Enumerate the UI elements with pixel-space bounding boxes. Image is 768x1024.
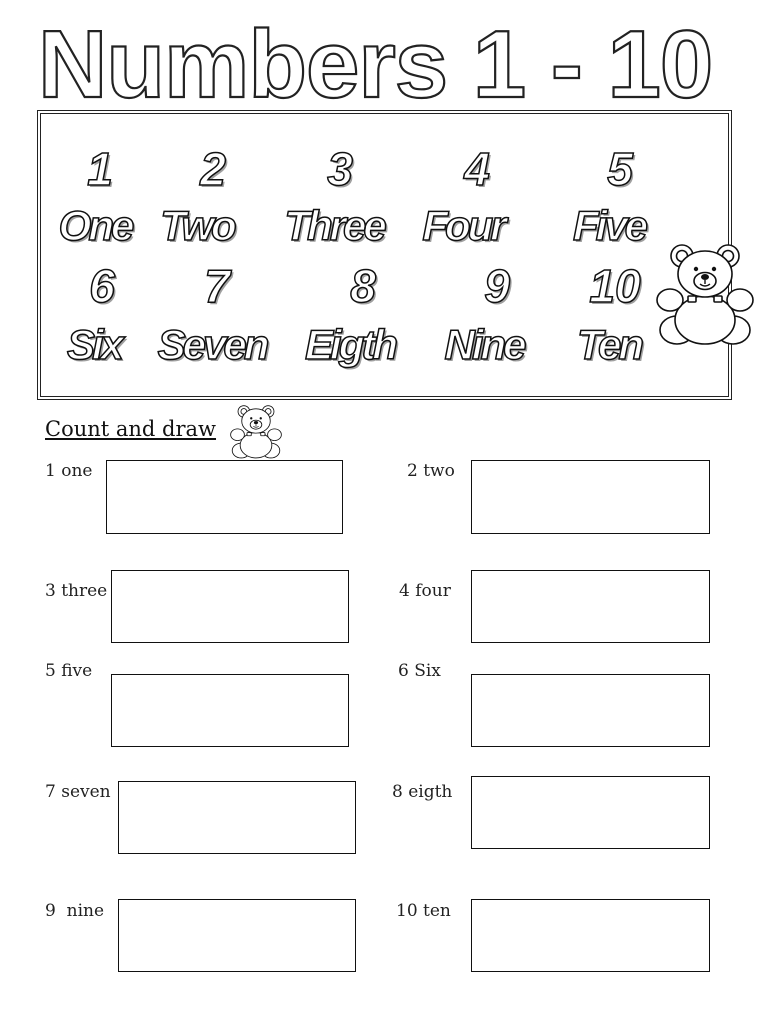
chart-word: Eigth [305, 321, 395, 368]
drawing-box [471, 776, 710, 849]
chart-word: Nine [444, 321, 524, 368]
chart-number: 1 [87, 143, 113, 195]
drawing-box [111, 570, 349, 643]
chart-number: 3 [327, 143, 353, 195]
chart-number: 2 [200, 143, 226, 195]
drawing-box [471, 570, 710, 643]
drawing-box [471, 674, 710, 747]
item-label: 7 seven [45, 782, 111, 802]
chart-number: 4 [464, 143, 490, 195]
drawing-box [111, 674, 349, 747]
item-label: 2 two [407, 461, 455, 481]
chart-number: 10 [589, 260, 641, 312]
drawing-box [471, 899, 710, 972]
teddy-bear-small-illustration [228, 403, 284, 459]
drawing-box [118, 781, 356, 854]
drawing-box [118, 899, 356, 972]
page-title: Numbers 1 - 10 [38, 11, 713, 118]
section-heading: Count and draw [45, 417, 217, 441]
chart-word: Four [422, 202, 504, 249]
item-label: 1 one [45, 461, 93, 481]
chart-number: 9 [484, 260, 510, 312]
teddy-bear-illustration [655, 240, 755, 346]
chart-word: Six [66, 321, 122, 368]
item-label: 4 four [399, 581, 451, 601]
drawing-box [106, 460, 343, 534]
chart-word: One [58, 202, 132, 249]
chart-number: 6 [89, 260, 115, 312]
item-label: 3 three [45, 581, 108, 601]
item-label: 10 ten [396, 901, 451, 921]
drawing-box [471, 460, 710, 534]
chart-word: Three [284, 202, 384, 249]
chart-word: Five [572, 202, 646, 249]
item-label: 6 Six [398, 661, 441, 681]
item-label: 8 eigth [392, 782, 453, 802]
item-label: 5 five [45, 661, 93, 681]
chart-number: 7 [204, 260, 230, 312]
item-label: 9 nine [45, 901, 105, 921]
chart-word: Two [160, 202, 234, 249]
chart-number: 5 [607, 143, 633, 195]
chart-word: Seven [157, 321, 267, 368]
chart-number: 8 [350, 260, 376, 312]
chart-word: Ten [576, 321, 642, 368]
